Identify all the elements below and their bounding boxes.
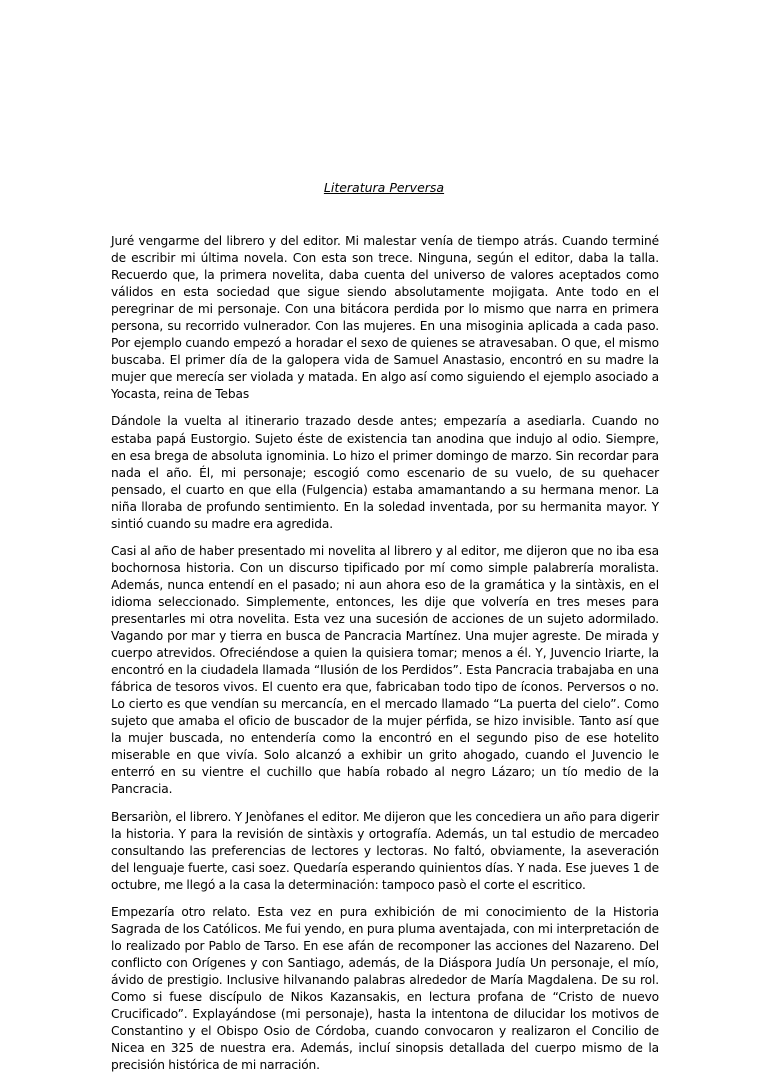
document-title: Literatura Perversa	[323, 180, 445, 195]
paragraph-4: Bersariòn, el librero. Y Jenòfanes el editor. Me dijeron que les concediera un año para digerir la historia. Y para la revisión de sintàxis y ortografía. Además, un tal estudio de mercadeo consultando las preferencias de lectores y lectoras. No faltó, obviamente, la aseveración del lenguaje fuerte, casi soez. Quedaría esperando quinientos días. Y nada. Ese jueves 1 de octubre, me llegó a la casa la determinación: tampoco pasò el corte el escritico.	[111, 809, 659, 892]
paragraph-3: Casi al año de haber presentado mi novelita al librero y al editor, me dijeron que no iba esa bochornosa historia. Con un discurso tipificado por mí como simple palabrería moralista. Además, nunca entendí en el pasado; ni aun ahora eso de la gramática y la sintàxis, en el idioma seleccionado. Simplemente, entonces, les dije que volvería en tres meses para presentarles mi otra novelita. Esta vez una sucesión de acciones de un sujeto adormilado. Vagando por mar y tierra en busca de Pancracia Martínez. Una mujer agreste. De mirada y cuerpo atrevidos. Ofreciéndose a quien la quisiera tomar; menos a él. Y, Juvencio Iriarte, la encontró en la ciudadela llamada “Ilusión de los Perdidos”. Esta Pancracia trabajaba en una fábrica de tesoros vivos. El cuento era que, fabricaban todo tipo de íconos. Perversos o no. Lo cierto es que vendían su mercancía, en el mercado llamado “La puerta del cielo”. Como sujeto que amaba el oficio de buscador de la mujer pérfida, se hizo invisible. Tanto así que la mujer buscada, no entendería como la encontró en el segundo piso de ese hotelito miserable en que vivía. Solo alcanzó a exhibir un grito ahogado, cuando el Juvencio le enterró en su vientre el cuchillo que había robado al negro Lázaro; un tío medio de la Pancracia.	[111, 543, 659, 797]
document-body	[111, 233, 659, 1074]
paragraph-5: Empezaría otro relato. Esta vez en pura exhibición de mi conocimiento de la Historia Sagrada de los Católicos. Me fui yendo, en pura pluma aventajada, con mi interpretación de lo realizado por Pablo de Tarso. En ese afán de recomponer las acciones del Nazareno. Del conflicto con Orígenes y con Santiago, además, de la Diáspora Judía Un personaje, el mío, ávido de prestigio. Inclusive hilvanando palabras alrededor de María Magdalena. De su rol. Como si fuese discípulo de Nikos Kazansakis, en lectura profana de “Cristo de nuevo Crucificado”. Explayándose (mi personaje), hasta la intentona de dilucidar los motivos de Constantino y el Obispo Osio de Córdoba, cuando convocaron y realizaron el Concilio de Nicea en 325 de nuestra era. Además, incluí sinopsis detallada del cuerpo mismo de la precisión histórica de mi narración.	[111, 904, 659, 1073]
paragraph-2: Dándole la vuelta al itinerario trazado desde antes; empezaría a asediarla. Cuando no estaba papá Eustorgio. Sujeto éste de existencia tan anodina que indujo al odio. Siempre, en esa brega de absoluta ignominia. Lo hizo el primer domingo de marzo. Sin recordar para nada el año. Él, mi personaje; escogió como escenario de su vuelo, de su quehacer pensado, el cuarto en que ella (Fulgencia) estaba amamantando a su hermana menor. La niña lloraba de profundo sentimiento. En la soledad inventada, por su hermanita mayor. Y sintió cuando su madre era agredida.	[111, 414, 659, 531]
paragraph-1: Juré vengarme del librero y del editor. Mi malestar venía de tiempo atrás. Cuando terminé de escribir mi última novela. Con esta son trece. Ninguna, según el editor, daba la talla. Recuerdo que, la primera novelita, daba cuenta del universo de valores aceptados como válidos en esta sociedad que sigue siendo absolutamente mojigata. Ante todo en el peregrinar de mi personaje. Con una bitácora perdida por lo mismo que narra en primera persona, su recorrido vulnerador. Con las mujeres. En una misoginia aplicada a cada paso. Por ejemplo cuando empezó a horadar el sexo de quienes se atravesaban. O que, el mismo buscaba. El primer día de la galopera vida de Samuel Anastasio, encontró en su madre la mujer que merecía ser violada y matada. En algo así como siguiendo el ejemplo asociado a Yocasta, reina de Tebas	[111, 234, 659, 402]
